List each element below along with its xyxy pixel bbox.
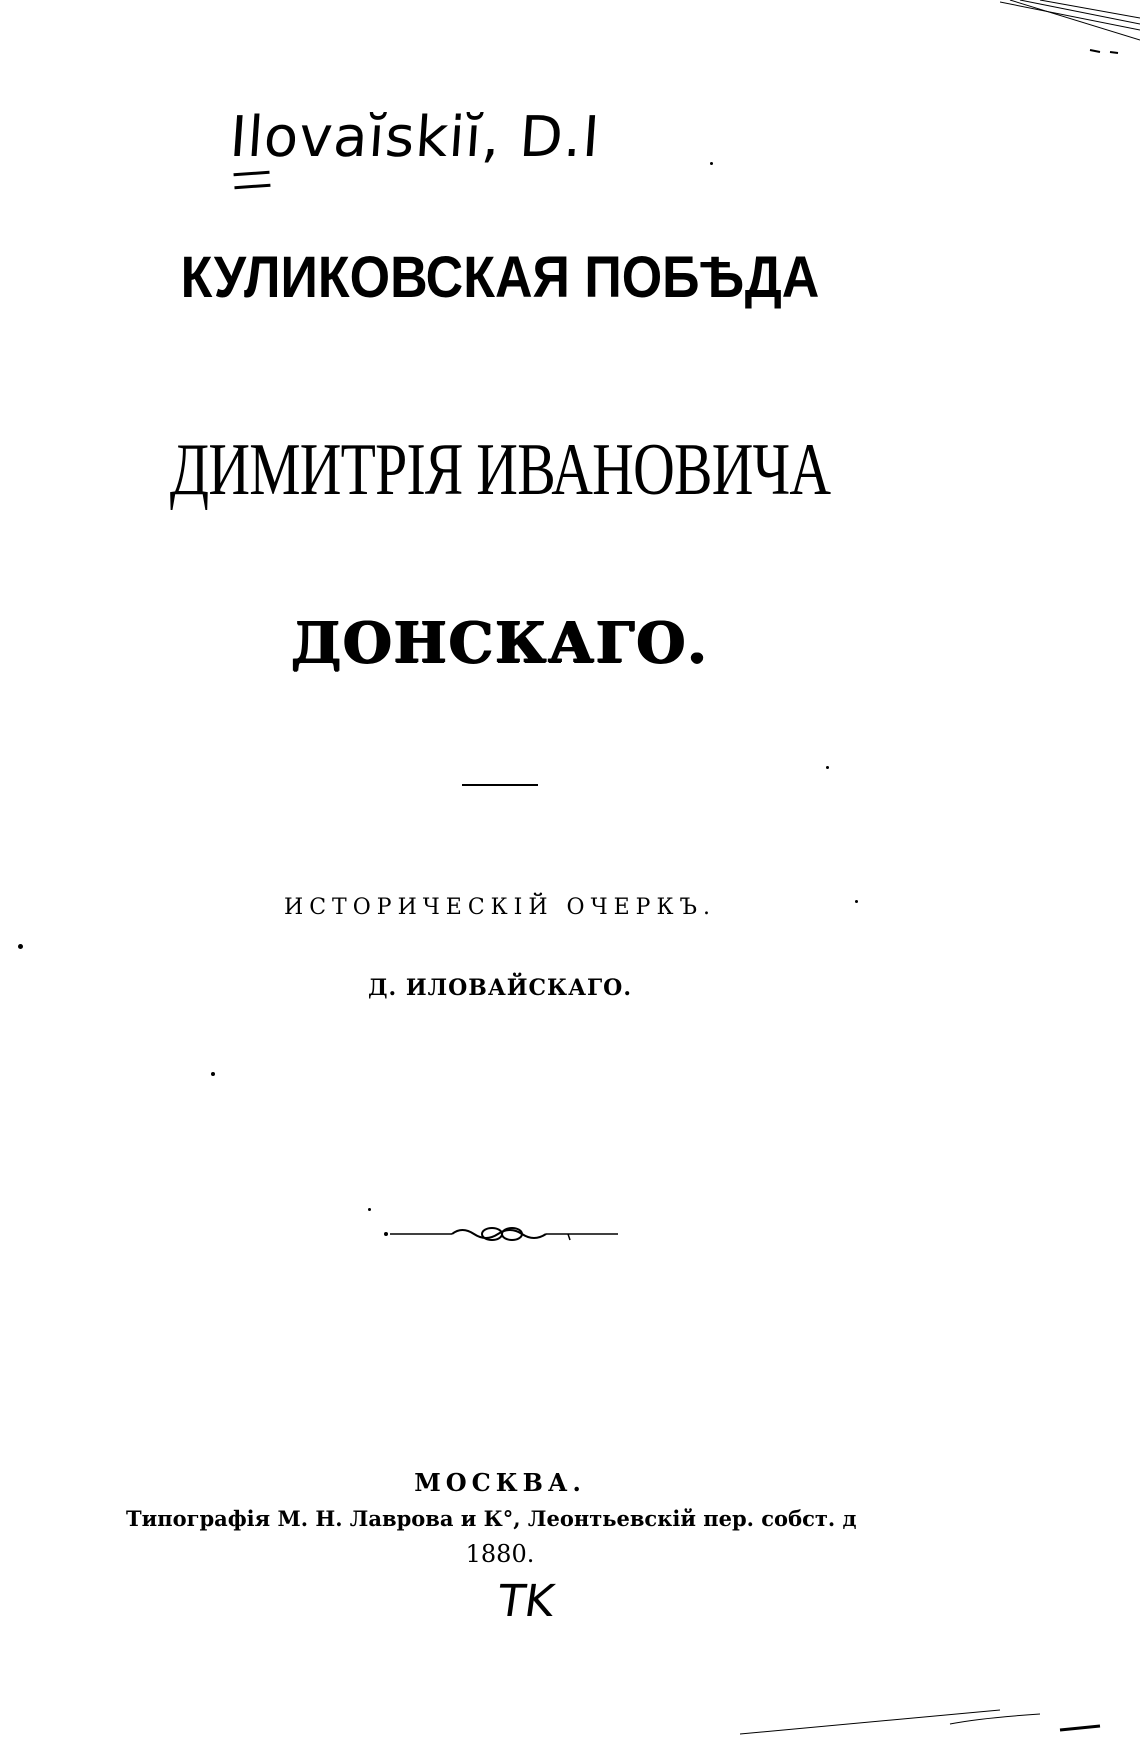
divider-rule — [462, 784, 538, 786]
imprint-year: 1880. — [465, 1540, 535, 1568]
imprint-city: МОСКВА. — [414, 1468, 586, 1497]
ornament-flourish-icon — [382, 1222, 622, 1246]
handwritten-underline — [233, 171, 270, 189]
author-name: Д. ИЛОВАЙСКАГО. — [367, 975, 633, 1001]
speck — [368, 1208, 371, 1211]
imprint-printer: Типографія М. Н. Лаврова и К°, Леонтьевскій пер. собст. д — [126, 1506, 857, 1531]
speck — [710, 162, 713, 165]
speck — [855, 900, 858, 903]
handwritten-author-note: Ilovaĭskiĭ, D.I — [227, 105, 603, 170]
handwritten-shelf-mark: TK — [494, 1576, 558, 1627]
title-line-3: ДОНСКАГО. — [291, 610, 709, 676]
page-edge-scan-artifact — [740, 1690, 1140, 1743]
speck — [826, 766, 829, 769]
page-edge-scan-artifact — [1000, 0, 1140, 60]
speck — [18, 944, 23, 949]
speck — [211, 1072, 215, 1076]
title-line-2: ДИМИТРІЯ ИВАНОВИЧА — [169, 429, 831, 511]
subtitle: ИСТОРИЧЕСКІЙ ОЧЕРКЪ. — [284, 895, 716, 920]
title-line-1: КУЛИКОВСКАЯ ПОБѢДА — [180, 245, 820, 311]
